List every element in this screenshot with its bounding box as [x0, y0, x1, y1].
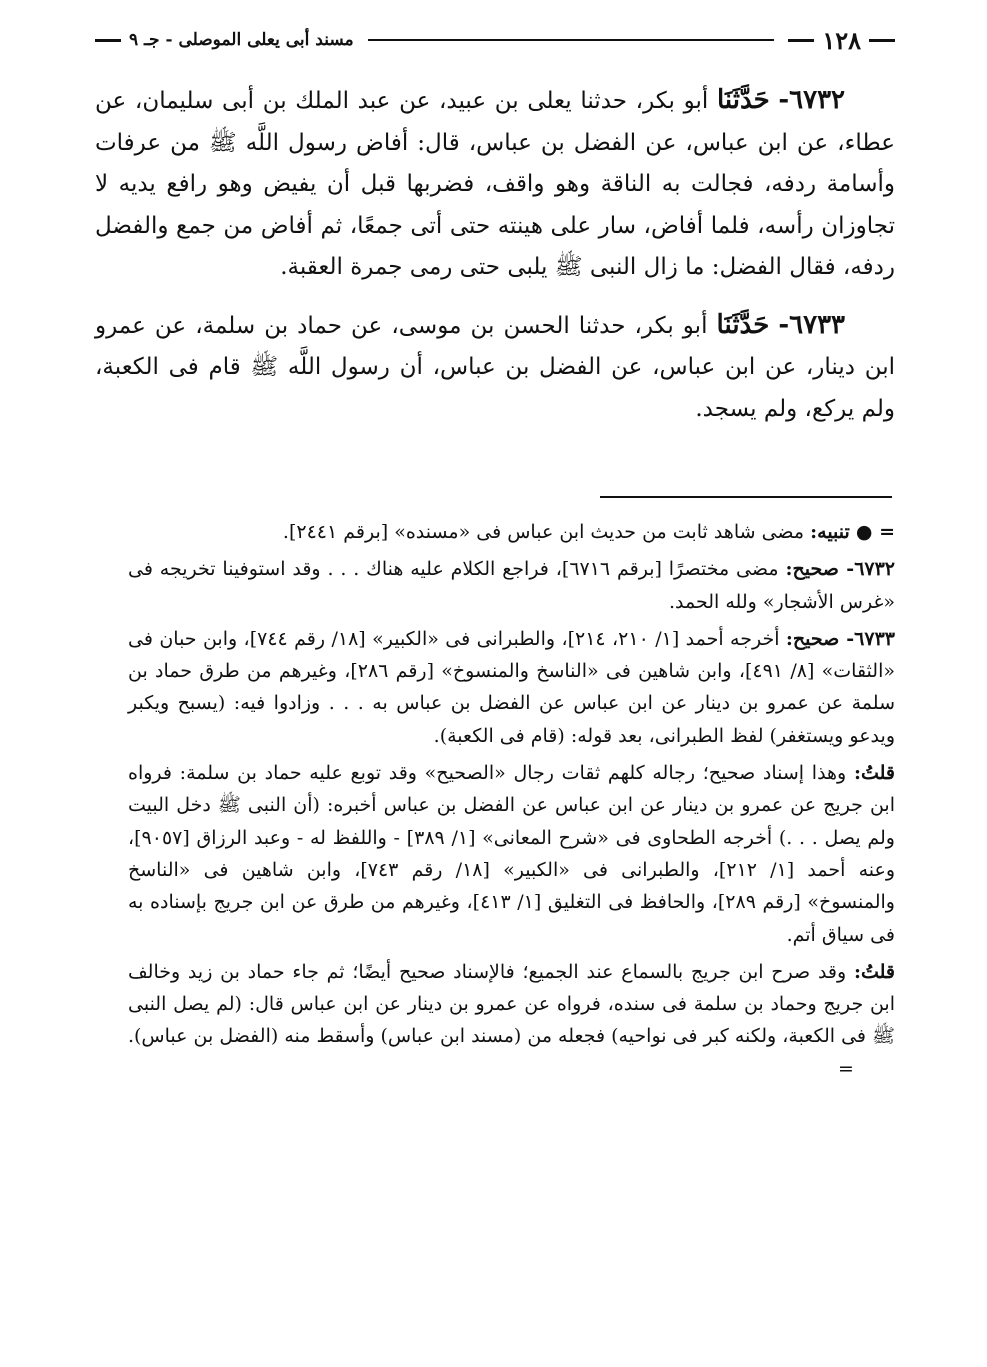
footnote-lead: قلتُ: — [853, 960, 895, 983]
running-header — [95, 18, 895, 62]
running-title: مسند أبى يعلى الموصلى - جـ ٩ — [129, 30, 354, 50]
footnote-lead: قلتُ: — [853, 762, 895, 785]
page-number-group — [788, 26, 895, 55]
running-title-group — [95, 30, 354, 50]
footnote-text: مضى شاهد ثابت من حديث ابن عباس فى «مسنده» [برقم ٢٤٤١]. — [282, 521, 805, 543]
footnote-separator — [600, 496, 892, 498]
footnote-qultu-first — [128, 757, 895, 951]
header-dash — [869, 39, 895, 42]
footnote-text: أخرجه أحمد [١/ ٢١٠، ٢١٤]، والطبرانى فى «الكبير» [١٨/ رقم ٧٤٤]، وابن حبان فى «الثقات» [٨/ ٤٩١]، وابن شاهين فى «الناسخ والمنسوخ» [رقم ٢٨٦]، وغيرهم من طرق حماد بن سلمة عن عمرو بن دينار عن ابن عباس عن الفضل بن عباس به . . . وزادوا فيه: (يسبح ويكبر ويدعو ويستغفر) لفظ الطبرانى، بعد قوله: (قام فى الكعبة). — [128, 627, 895, 747]
hadith-paragraph — [95, 80, 895, 289]
footnote-lead: ٦٧٣٣- صحيح: — [785, 627, 895, 650]
hadith-paragraph — [95, 305, 895, 431]
hadith-opening: حَدَّثَنَا — [716, 85, 770, 115]
page-number: ١٢٨ — [822, 25, 861, 55]
hadith-text: أبو بكر، حدثنا الحسن بن موسى، عن حماد بن سلمة، عن عمرو ابن دينار، عن ابن عباس، عن الفضل بن عباس، أن رسول اللَّه ﷺ قام فى الكعبة، ولم يركع، ولم يسجد. — [95, 312, 895, 422]
footnote-text: مضى مختصرًا [برقم ٦٧١٦]، فراجع الكلام عليه هناك . . . وقد استوفينا تخريجه فى «غرس الأشجار» ولله الحمد. — [128, 558, 895, 613]
footnote-text: وهذا إسناد صحيح؛ رجاله كلهم ثقات رجال «الصحيح» وقد توبع عليه حماد بن سلمة: فرواه ابن جريج عن عمرو بن دينار عن ابن عباس عن الفضل بن عباس أخبره: (أن النبى ﷺ دخل البيت ولم يصل . . .) أخرجه الطحاوى فى «شرح المعانى» [١/ ٣٨٩] - واللفظ له - وعبد الرزاق [٩٠٥٧]، وعنه أحمد [١/ ٢١٢]، والطبرانى فى «الكبير» [١٨/ رقم ٧٤٣]، وابن شاهين فى «الناسخ والمنسوخ» [رقم ٢٨٩]، والحافظ فى التغليق [١/ ٤١٣]، وغيرهم من طرق عن ابن جريج بإسناده به فى سياق أتم. — [128, 762, 896, 946]
footnotes — [128, 516, 895, 1085]
bullet-mark: = ● — [855, 521, 895, 543]
header-dash — [95, 39, 121, 42]
footnote-text: وقد صرح ابن جريج بالسماع عند الجميع؛ فالإسناد صحيح أيضًا؛ ثم جاء حماد بن زيد وخالف ابن جريج وحماد بن سلمة فى سنده، فرواه عن عمرو بن دينار عن ابن عباس قال: (لم يصل النبى ﷺ فى الكعبة، ولكنه كبر فى نواحيه) فجعله من (مسند ابن عباس) وأسقط منه (الفضل بن عباس). — [127, 960, 895, 1048]
header-dash — [788, 39, 814, 42]
header-rule — [368, 39, 775, 41]
hadith-text: أبو بكر، حدثنا يعلى بن عبيد، عن عبد الملك بن أبى سليمان، عن عطاء، عن ابن عباس، عن الفضل بن عباس، قال: أفاض رسول اللَّه ﷺ من عرفات وأسامة ردفه، فجالت به الناقة وهو واقف، فضربها قبل أن يفيض وهو رافع يديه لا تجاوزان رأسه، فلما أفاض، سار على هينته حتى أتى جمعًا، ثم أفاض من جمع والفضل ردفه، فقال الفضل: ما زال النبى ﷺ يلبى حتى رمى جمرة العقبة. — [95, 88, 895, 280]
footnote-6732 — [128, 553, 895, 618]
footnote-qultu-second — [127, 956, 895, 1080]
continuation-mark: = — [838, 1057, 854, 1080]
footnote-lead: تنبيه: — [810, 521, 850, 543]
main-text — [95, 80, 895, 430]
hadith-opening: حَدَّثَنَا — [716, 309, 770, 340]
footnote-lead: ٦٧٣٢- صحيح: — [785, 558, 896, 581]
footnote-6733 — [128, 623, 895, 752]
hadith-number: ٦٧٣٢- — [778, 85, 846, 115]
hadith-number: ٦٧٣٣- — [778, 309, 846, 340]
footnote-tanbih — [128, 516, 895, 548]
